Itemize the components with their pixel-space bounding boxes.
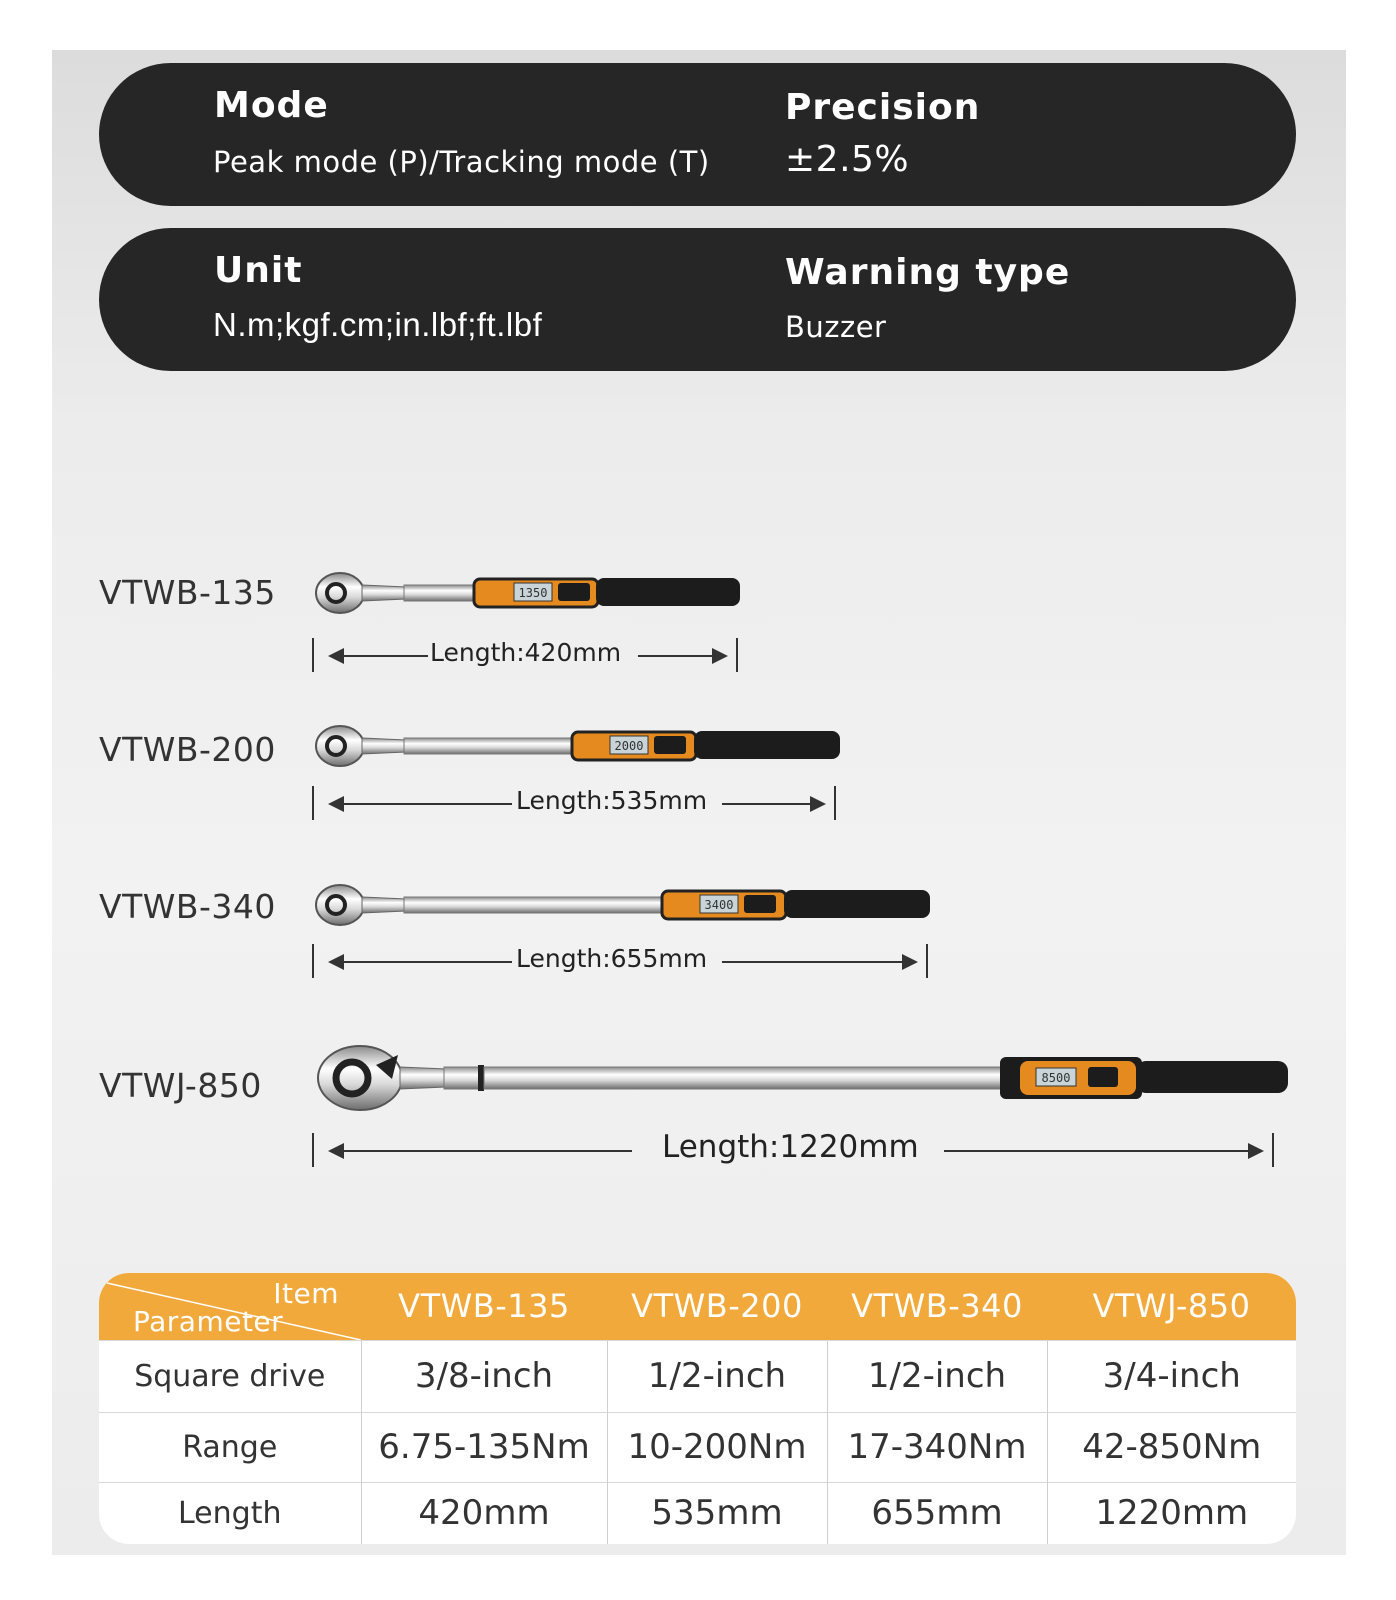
model-label-vtwb-200: VTWB-200 — [99, 730, 276, 769]
table-cell: 655mm — [827, 1482, 1047, 1544]
unit-heading: Unit — [214, 250, 303, 291]
mode-precision-pill — [99, 63, 1296, 206]
row-header: Range — [99, 1412, 361, 1482]
table-row — [99, 1482, 1296, 1544]
precision-heading: Precision — [785, 87, 981, 128]
warning-heading: Warning type — [785, 252, 1071, 293]
wrench-image-vtwb-340 — [314, 882, 944, 928]
length-label-vtwb-200: Length:535mm — [516, 786, 708, 815]
table-cell: 3/4-inch — [1047, 1340, 1296, 1412]
table-cell: 17-340Nm — [827, 1412, 1047, 1482]
length-dimension-vtwb-135 — [312, 636, 740, 676]
length-dimension-vtwb-200 — [312, 784, 838, 824]
unit-warning-pill — [99, 228, 1296, 371]
lcd-readout-vtwb-135: 1350 — [518, 586, 548, 600]
column-header: VTWB-200 — [607, 1273, 827, 1340]
table-cell: 1220mm — [1047, 1482, 1296, 1544]
length-label-vtwb-135: Length:420mm — [430, 638, 622, 667]
model-label-vtwb-340: VTWB-340 — [99, 887, 276, 926]
table-cell: 42-850Nm — [1047, 1412, 1296, 1482]
table-corner-header — [99, 1273, 361, 1340]
model-label-vtwb-135: VTWB-135 — [99, 573, 276, 612]
corner-parameter-label: Parameter — [133, 1304, 284, 1338]
specification-table — [99, 1273, 1296, 1544]
wrench-image-vtwj-850 — [316, 1043, 1300, 1113]
table-cell: 420mm — [361, 1482, 607, 1544]
table-cell: 535mm — [607, 1482, 827, 1544]
precision-value: ±2.5% — [785, 139, 910, 180]
lcd-readout-vtwb-200: 2000 — [614, 739, 644, 753]
column-header: VTWB-340 — [827, 1273, 1047, 1340]
length-label-vtwj-850: Length:1220mm — [662, 1129, 919, 1165]
table-cell: 1/2-inch — [607, 1340, 827, 1412]
mode-heading: Mode — [214, 85, 329, 126]
table-row — [99, 1412, 1296, 1482]
table-cell: 1/2-inch — [827, 1340, 1047, 1412]
model-label-vtwj-850: VTWJ-850 — [99, 1066, 262, 1105]
table-cell: 3/8-inch — [361, 1340, 607, 1412]
column-header: VTWB-135 — [361, 1273, 607, 1340]
wrench-image-vtwb-200 — [314, 723, 854, 769]
column-header: VTWJ-850 — [1047, 1273, 1296, 1340]
mode-value: Peak mode (P)/Tracking mode (T) — [213, 145, 710, 179]
lcd-readout-vtwj-850: 8500 — [1041, 1071, 1071, 1085]
length-dimension-vtwj-850 — [312, 1131, 1276, 1171]
length-dimension-vtwb-340 — [312, 942, 930, 982]
unit-value: N.m;kgf.cm;in.lbf;ft.lbf — [213, 306, 543, 343]
corner-item-label: Item — [273, 1277, 339, 1310]
table-cell: 6.75-135Nm — [361, 1412, 607, 1482]
row-header: Length — [99, 1482, 361, 1544]
table-row — [99, 1340, 1296, 1412]
table-cell: 10-200Nm — [607, 1412, 827, 1482]
table-header-row — [99, 1273, 1296, 1340]
length-label-vtwb-340: Length:655mm — [516, 944, 708, 973]
warning-value: Buzzer — [785, 310, 887, 344]
wrench-image-vtwb-135 — [314, 570, 754, 616]
lcd-readout-vtwb-340: 3400 — [704, 898, 734, 912]
row-header: Square drive — [99, 1340, 361, 1412]
